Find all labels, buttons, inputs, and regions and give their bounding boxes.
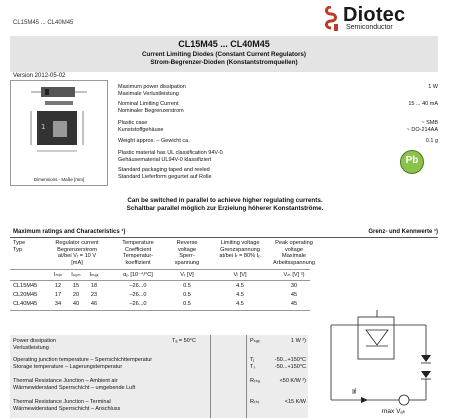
spec-value: 1 W xyxy=(428,84,438,90)
spec-label-en: Plastic case xyxy=(118,120,148,126)
thermal-symbol: Pₙₐₓ xyxy=(250,338,260,344)
logo-subtitle: Semiconductor xyxy=(346,24,393,31)
sub-header-inom: Iₙₒₘ xyxy=(71,272,81,278)
logo-name: Diotec xyxy=(343,4,406,26)
spec-label-de: Gehäusematerial UL94V-0 klassifiziert xyxy=(118,157,212,163)
spec-label-de: Nominaler Begrenzerstrom xyxy=(118,108,184,114)
thermal-symbol: Tⱼ Tₛ xyxy=(250,357,256,370)
doc-subtitle-de: Strom-Begrenzer-Dioden (Konstantstromquellen) xyxy=(150,59,298,66)
spec-label-en: Plastic material has UL classification 94V-0 xyxy=(118,150,223,156)
sub-header-vm: Vₘ [V] ²) xyxy=(283,272,305,278)
version-label: Version 2012-05-02 xyxy=(13,73,66,79)
col-header-current: Regulator current Begrenzerstrom at/bei Vᵣ = 10 V [mA] xyxy=(55,240,99,266)
svg-text:1: 1 xyxy=(41,123,46,131)
col-header-peak: Peak operating voltage Maximale Arbeitsspannung xyxy=(273,240,315,266)
thermal-value: <50 K/W ²) xyxy=(279,378,306,384)
col-header-type: Type Typ xyxy=(13,240,26,253)
thermal-value: -50...+150°C -50...+150°C xyxy=(274,357,306,370)
spec-label-en: Maximum power dissipation xyxy=(118,84,186,90)
spec-value: 0.1 g xyxy=(425,138,438,144)
thermal-value: 1 W ²) xyxy=(291,338,306,344)
spec-label-en: Nominal Limiting Current xyxy=(118,101,179,107)
ratings-header-en: Maximum ratings and Characteristics ¹) xyxy=(13,229,126,235)
divider xyxy=(10,310,310,311)
pb-badge-text: Pb xyxy=(405,155,419,166)
thermal-row-rtht: Thermal Resistance Junction – Terminal Wärmewiderstand Sperrschicht – Anschluss xyxy=(13,399,121,412)
note-en: Can be switched in parallel to achieve higher regulating currents. xyxy=(127,197,323,204)
spec-value: 15 ... 40 mA xyxy=(408,101,438,107)
spec-label-de: Standard Lieferform gegurtet auf Rolle xyxy=(118,174,212,180)
header-part-range: CL15M45 ... CL40M45 xyxy=(13,20,74,26)
col-header-limiting: Limiting voltage Grenzspannung at/bei Iᵣ = 80% Iₚ xyxy=(219,240,261,259)
ratings-header xyxy=(13,229,438,235)
sub-header-vr: Vᵣ [V] xyxy=(180,272,194,278)
col-header-tempco: Temperature Coefficient Temperatur- koeffizient xyxy=(122,240,154,266)
divider xyxy=(10,280,310,281)
diotec-mark-icon xyxy=(322,6,340,32)
title-band xyxy=(10,36,438,72)
package-drawing xyxy=(10,80,108,186)
thermal-value: <15 K/W xyxy=(284,399,306,405)
thermal-block xyxy=(10,335,308,418)
spec-label-de: Kunststoffgehäuse xyxy=(118,127,164,133)
circuit-diagram xyxy=(326,305,446,417)
thermal-row-power: Power dissipation Verlustleistung xyxy=(13,338,57,351)
sub-header-imax: Iₘₐₓ xyxy=(89,272,99,278)
spec-value: ~ SMB xyxy=(421,120,438,126)
package-outline-icon xyxy=(11,81,107,173)
circuit-vac-label: max Vₐₖ xyxy=(382,408,406,415)
thermal-row-temp: Operating junction temperature – Sperrschichttemperatur Storage temperature – Lagerungstemperatur xyxy=(13,357,153,370)
divider xyxy=(10,237,438,238)
note-de: Schaltbar parallel möglich zur Erzielung höherer Konstantströme. xyxy=(126,205,324,212)
sub-header-imin: Iₘᵢₙ xyxy=(53,272,63,278)
sub-header-vl: Vₗ [V] xyxy=(233,272,247,278)
sub-header-alpha: αₚ [10⁻⁴/°C] xyxy=(123,272,153,278)
col-header-reverse: Reverse voltage Sperr- spannung xyxy=(174,240,200,266)
thermal-symbol: Rₜₕₐ xyxy=(250,378,260,384)
spec-value-2: ~ DO-214AA xyxy=(406,127,438,133)
doc-subtitle-en: Current Limiting Diodes (Constant Current Regulators) xyxy=(141,51,307,58)
doc-title: CL15M45 ... CL40M45 xyxy=(178,39,270,49)
spec-label-de: Maximale Verlustleistung xyxy=(118,91,179,97)
thermal-symbol: Rₜₕₜ xyxy=(250,399,260,405)
spec-label-en: Standard packaging taped and reeled xyxy=(118,167,210,173)
thermal-cond: Tₐ = 50°C xyxy=(172,338,196,344)
diotec-logo xyxy=(322,4,440,36)
spec-label-en: Weight approx. – Gewicht ca. xyxy=(118,138,190,144)
thermal-row-rtha: Thermal Resistance Junction – Ambient air Wärmewiderstand Sperrschicht – umgebende Luft xyxy=(13,378,136,391)
circuit-if-label: Iᵮ xyxy=(352,389,356,396)
pb-free-badge-icon xyxy=(400,150,424,174)
ratings-header-de: Grenz- und Kennwerte ¹) xyxy=(368,229,438,235)
package-caption: Dimensions - Maße [mm] xyxy=(33,177,85,182)
divider xyxy=(10,269,310,270)
